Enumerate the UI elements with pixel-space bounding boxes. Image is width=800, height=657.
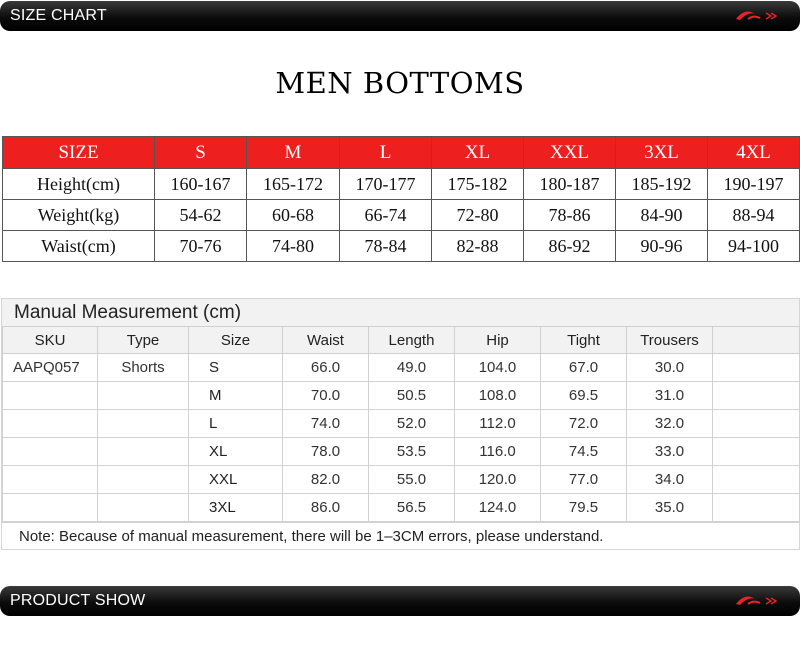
length-cell: 50.5 xyxy=(369,382,455,410)
tight-cell: 72.0 xyxy=(541,410,627,438)
table-cell: 74-80 xyxy=(247,231,340,262)
table-cell: 185-192 xyxy=(616,169,708,200)
length-cell: 52.0 xyxy=(369,410,455,438)
size-header: L xyxy=(340,137,432,169)
table-cell: 190-197 xyxy=(708,169,800,200)
column-header: SKU xyxy=(3,327,98,354)
table-cell: 165-172 xyxy=(247,169,340,200)
trousers-cell: 31.0 xyxy=(627,382,713,410)
empty-cell xyxy=(713,382,800,410)
column-header: Hip xyxy=(455,327,541,354)
trousers-cell: 30.0 xyxy=(627,354,713,382)
waist-cell: 78.0 xyxy=(283,438,369,466)
empty-cell xyxy=(713,494,800,522)
table-cell: 90-96 xyxy=(616,231,708,262)
hip-cell: 112.0 xyxy=(455,410,541,438)
table-row xyxy=(3,494,800,522)
manual-measurement-panel xyxy=(1,298,800,550)
table-cell: 60-68 xyxy=(247,200,340,231)
brand-swoosh-logo-icon xyxy=(734,7,782,25)
column-header: Waist xyxy=(283,327,369,354)
size-header: M xyxy=(247,137,340,169)
table-row xyxy=(3,200,800,231)
sku-cell xyxy=(3,438,98,466)
table-cell: 72-80 xyxy=(432,200,524,231)
sku-cell xyxy=(3,466,98,494)
size-cell: M xyxy=(189,382,283,410)
table-cell: 82-88 xyxy=(432,231,524,262)
sku-cell xyxy=(3,494,98,522)
type-cell xyxy=(98,410,189,438)
size-cell: L xyxy=(189,410,283,438)
size-cell: S xyxy=(189,354,283,382)
size-header: XL xyxy=(432,137,524,169)
size-chart-header-row xyxy=(3,137,800,169)
tight-cell: 77.0 xyxy=(541,466,627,494)
table-cell: 70-76 xyxy=(155,231,247,262)
hip-cell: 120.0 xyxy=(455,466,541,494)
column-header: Length xyxy=(369,327,455,354)
tight-cell: 67.0 xyxy=(541,354,627,382)
waist-cell: 74.0 xyxy=(283,410,369,438)
table-cell: 84-90 xyxy=(616,200,708,231)
size-cell: 3XL xyxy=(189,494,283,522)
size-header: 3XL xyxy=(616,137,708,169)
table-row xyxy=(3,231,800,262)
table-cell: 66-74 xyxy=(340,200,432,231)
hip-cell: 124.0 xyxy=(455,494,541,522)
brand-swoosh-logo-icon xyxy=(734,592,782,610)
table-row xyxy=(3,410,800,438)
table-cell: 175-182 xyxy=(432,169,524,200)
size-header: XXL xyxy=(524,137,616,169)
product-show-heading: PRODUCT SHOW xyxy=(10,592,146,609)
length-cell: 56.5 xyxy=(369,494,455,522)
type-cell xyxy=(98,382,189,410)
table-cell: 160-167 xyxy=(155,169,247,200)
row-label: Waist(cm) xyxy=(3,231,155,262)
sku-cell xyxy=(3,382,98,410)
manual-header-row xyxy=(3,327,800,354)
column-header: Type xyxy=(98,327,189,354)
type-cell xyxy=(98,494,189,522)
row-label: Weight(kg) xyxy=(3,200,155,231)
manual-measurement-table xyxy=(2,326,800,522)
page-title: MEN BOTTOMS xyxy=(275,66,525,100)
measurement-note: Note: Because of manual measurement, there will be 1–3CM errors, please understand. xyxy=(2,522,799,549)
waist-cell: 82.0 xyxy=(283,466,369,494)
sku-cell xyxy=(3,410,98,438)
trousers-cell: 32.0 xyxy=(627,410,713,438)
tight-cell: 79.5 xyxy=(541,494,627,522)
table-cell: 88-94 xyxy=(708,200,800,231)
table-row xyxy=(3,169,800,200)
type-cell xyxy=(98,438,189,466)
product-show-banner xyxy=(0,586,800,616)
table-cell: 170-177 xyxy=(340,169,432,200)
waist-cell: 66.0 xyxy=(283,354,369,382)
empty-cell xyxy=(713,354,800,382)
length-cell: 55.0 xyxy=(369,466,455,494)
table-row xyxy=(3,354,800,382)
column-header: Trousers xyxy=(627,327,713,354)
sku-cell: AAPQ057 xyxy=(3,354,98,382)
tight-cell: 69.5 xyxy=(541,382,627,410)
empty-cell xyxy=(713,410,800,438)
column-header xyxy=(713,327,800,354)
table-row xyxy=(3,438,800,466)
table-row xyxy=(3,466,800,494)
hip-cell: 108.0 xyxy=(455,382,541,410)
length-cell: 53.5 xyxy=(369,438,455,466)
table-cell: 94-100 xyxy=(708,231,800,262)
tight-cell: 74.5 xyxy=(541,438,627,466)
column-header: Size xyxy=(189,327,283,354)
hip-cell: 104.0 xyxy=(455,354,541,382)
waist-cell: 70.0 xyxy=(283,382,369,410)
table-cell: 86-92 xyxy=(524,231,616,262)
length-cell: 49.0 xyxy=(369,354,455,382)
empty-cell xyxy=(713,438,800,466)
empty-cell xyxy=(713,466,800,494)
table-row xyxy=(3,382,800,410)
waist-cell: 86.0 xyxy=(283,494,369,522)
size-chart-banner xyxy=(0,1,800,31)
table-cell: 54-62 xyxy=(155,200,247,231)
hip-cell: 116.0 xyxy=(455,438,541,466)
column-header: Tight xyxy=(541,327,627,354)
trousers-cell: 34.0 xyxy=(627,466,713,494)
manual-measurement-title: Manual Measurement (cm) xyxy=(14,302,242,323)
size-header: SIZE xyxy=(3,137,155,169)
size-header: 4XL xyxy=(708,137,800,169)
table-cell: 78-86 xyxy=(524,200,616,231)
size-cell: XL xyxy=(189,438,283,466)
type-cell: Shorts xyxy=(98,354,189,382)
table-cell: 180-187 xyxy=(524,169,616,200)
size-header: S xyxy=(155,137,247,169)
table-cell: 78-84 xyxy=(340,231,432,262)
size-chart-table xyxy=(2,136,800,262)
trousers-cell: 35.0 xyxy=(627,494,713,522)
type-cell xyxy=(98,466,189,494)
trousers-cell: 33.0 xyxy=(627,438,713,466)
size-cell: XXL xyxy=(189,466,283,494)
row-label: Height(cm) xyxy=(3,169,155,200)
size-chart-heading: SIZE CHART xyxy=(10,7,107,24)
